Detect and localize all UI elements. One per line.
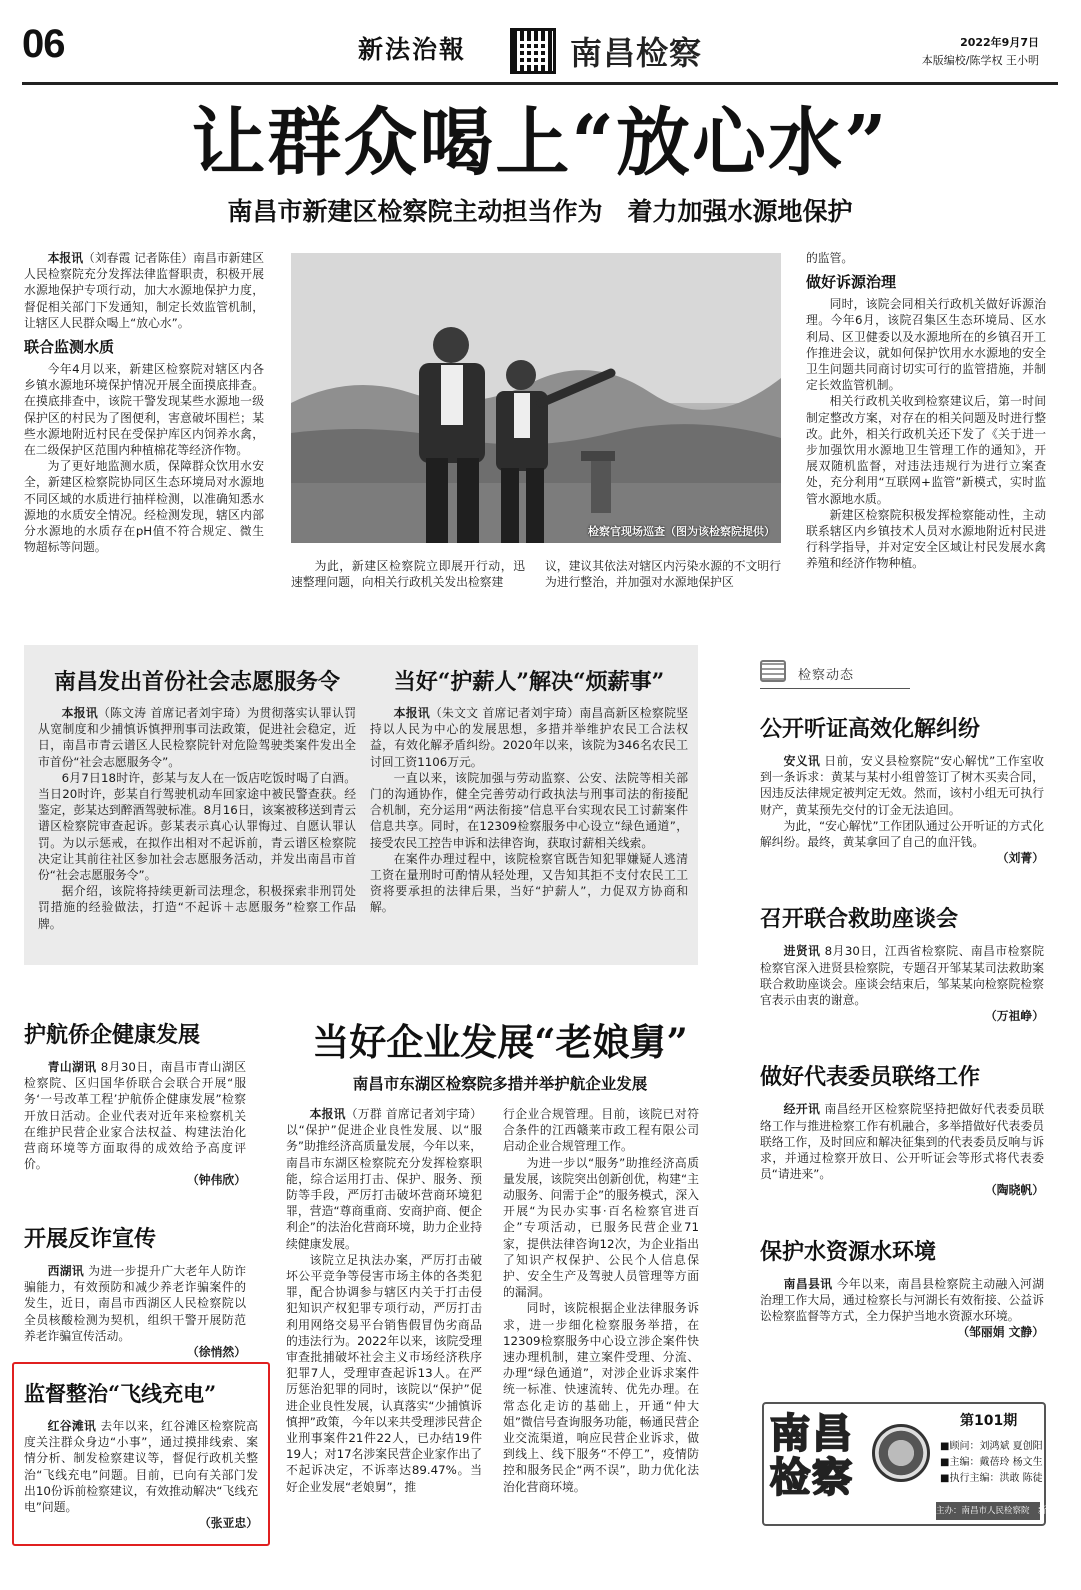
lead-story-mid-1 xyxy=(291,558,525,590)
byline: （万祖峥） xyxy=(985,1009,1044,1024)
paragraph: 同时，该院根据企业法律服务诉求，进一步细化检察服务举措，在12309检察服务中心设立涉企案件快速办理机制，建立案件受理、分流、办理“绿色通道”，对涉企业诉求案件统一标准、快速流转、优先办理。在常态化走访的基础上，开通“仲大姐”微信号查询服务功能，畅通民营企业交流渠道，响应民营企业诉求，做到线上、线下服务“不停工”，疫情防控和服务民企“两不误”，助力优化法治化营商环境。 xyxy=(503,1301,699,1494)
host-bar: 主办：南昌市人民检察院 新法制报社 xyxy=(936,1502,1040,1520)
paragraph: 本报讯（朱文文 首席记者刘宇琦）南昌高新区检察院坚持以人民为中心的发展思想，多措并举维护农民工合法权益，有效化解矛盾纠纷。2020年以来，该院为346名农民工讨回工资1106万元。 xyxy=(370,706,688,769)
main-subheadline: 南昌市新建区检察院主动担当作为 着力加强水源地保护 xyxy=(227,197,853,226)
byline: （张亚忠） xyxy=(199,1516,258,1531)
photo-caption: 检察官现场巡查（图为该检察院提供） xyxy=(588,525,775,538)
news-photo xyxy=(291,253,781,543)
paragraph: 新建区检察院积极发挥检察能动性，主动联系辖区内乡镇技术人员对水源地附近村民进行科学指导，并对定安全区域让村民发展水禽养殖和经济作物种植。 xyxy=(806,507,1046,571)
paragraph: 南昌县讯 今年以来，南昌县检察院主动融入河湖治理工作大局，通过检察长与河湖长有效衔接、公益诉讼检察监督等方式，全力保护当地水资源水环境。 xyxy=(760,1276,1044,1324)
issue-info-box xyxy=(762,1402,1081,1526)
paragraph: 在案件办理过程中，该院检察官既告知犯罪嫌疑人逃清工资在量刑时可酌情从轻处理，又告知其拒不支付农民工工资将要承担的法律后果，当好“护薪人”，力促双方协商和解。 xyxy=(370,851,688,915)
paragraph: 6月7日18时许，彭某与友人在一饭店吃饭时喝了白酒。当日20时许，彭某自行驾驶机动车回家途中被民警查获。经鉴定，彭某达到醉酒驾驶标准。8月16日，该案被移送到青云谱区检察院审查起诉。彭某表示真心认罪悔过、自愿认罪认罚。为以示惩戒，在拟作出相对不起诉前，青云谱区检察院决定让其前往社区参加社会志愿服务活动，并发出南昌市首份“社会志愿服务令”。 xyxy=(38,770,356,883)
prosecutor-emblem-icon xyxy=(872,1424,930,1482)
section-heading-governance: 做好诉源治理 xyxy=(806,273,897,292)
volunteer-body xyxy=(38,705,356,932)
paper-name: 新法治報 xyxy=(358,35,467,64)
enterprise-col-1 xyxy=(286,1106,482,1495)
paragraph: 为此，新建区检察院立即展开行动，迅速整理问题，向相关行政机关发出检察建 xyxy=(291,559,525,590)
sidebar-title-4: 保护水资源水环境 xyxy=(760,1238,937,1265)
byline: （钟伟欣） xyxy=(187,1173,246,1188)
lead-intro: 本报讯（刘春霞 记者陈佳）南昌市新建区人民检察院充分发挥法律监督职责，积极开展水源地保护专项行动，加大水源地保护力度，督促相关部门下发通知，制定长效监管机制，让辖区人民群众喝上“放心水”。 xyxy=(24,251,264,330)
sidebar-label: 检察动态 xyxy=(798,668,855,683)
brief-title-1: 护航侨企健康发展 xyxy=(24,1022,201,1048)
byline: （邹丽娟 文静） xyxy=(957,1325,1044,1340)
paragraph: 为进一步以“服务”助推经济高质量发展，该院突出创新创优，构建“主动服务、问需于企”的服务模式，深入开展“为民办实事·百名检察官进百企”专项活动，已服务民营企业71家，提供法律咨询12次，为企业指出了知识产权保护、公民个人信息保护、安全生产及驾驶人员管理等方面的漏洞。 xyxy=(503,1155,699,1300)
paragraph: 一直以来，该院加强与劳动监察、公安、法院等相关部门的沟通协作，健全完善劳动行政执法与刑事司法的衔接配合机制，充分运用“两法衔接”信息平台实现农民工讨薪案件信息共享。同时，在12309检察服务中心设立“绿色通道”，接受农民工控告申诉和法律咨询，获取讨薪相关线索。 xyxy=(370,770,688,850)
issue-date: 2022年9月7日 xyxy=(960,36,1039,49)
enterprise-title: 当好企业发展“老娘舅” xyxy=(312,1020,688,1064)
paragraph: 该院立足执法办案，严厉打击破坏公平竞争等侵害市场主体的各类犯罪，配合协调参与辖区内关于打击侵犯知识产权犯罪专项行动，严厉打击利用网络交易平台销售假冒伪劣商品的违法行为。2022年以来，该院受理审查批捕破坏社会主义市场经济秩序犯罪7人，受理审查起诉13人。在严厉惩治犯罪的同时，该院以“保护”促进企业良性发展，认真落实“少捕慎诉慎押”政策，今年以来共受理涉民营企业刑事案件21件22人，已办结19件19人；对17名涉案民营企业家作出了不起诉决定，不诉率达89.47%。当好企业发展“老娘舅”，推 xyxy=(286,1252,482,1494)
paragraph: 青山湖讯 8月30日，南昌市青山湖区检察院、区归国华侨联合会联合开展“服务‘一号改革工程’护航侨企健康发展”检察开放日活动。企业代表对近年来检察机关在维护民营企业家合法权益、构建法治化营商环境等方面取得的成效给予高度评价。 xyxy=(24,1060,246,1172)
paragraph: 本报讯（陈文涛 首席记者刘宇琦）为贯彻落实认罪认罚从宽制度和少捕慎诉慎押刑事司法政策，促进社会稳定，近日，南昌市青云谱区人民检察院针对危险驾驶类案件发出全市首份“社会志愿服务令”。 xyxy=(38,706,356,769)
footer-logo-text: 南昌检察 xyxy=(770,1410,854,1501)
highlighted-brief xyxy=(12,1362,270,1546)
paragraph: 安义讯 日前，安义县检察院“安心解忧”工作室收到一条诉求：黄某与某村小组曾签订了树木买卖合同，因违反法律规定被判定无效。然而，该村小组无可执行财产，黄某预先交付的订金无法追回。 xyxy=(760,754,1044,817)
brief-title-2: 开展反诈宣传 xyxy=(24,1226,157,1252)
credit-3: ■执行主编：洪敢 陈徒 xyxy=(940,1473,1043,1484)
credit-1: ■顾问：刘鸿斌 夏创阳 xyxy=(940,1441,1043,1452)
enterprise-subtitle: 南昌市东湖区检察院多措并举护航企业发展 xyxy=(352,1075,648,1093)
volunteer-title: 南昌发出首份社会志愿服务令 xyxy=(53,669,340,695)
qr-code-icon xyxy=(510,28,556,74)
lead-story-left xyxy=(24,250,264,555)
sidebar-title-2: 召开联合救助座谈会 xyxy=(760,906,959,933)
paragraph: 相关行政机关收到检察建议后，第一时间制定整改方案，对存在的相关问题及时进行整改。此外，相关行政机关还下发了《关于进一步加强饮用水源地卫生管理工作的通知》，开展双随机监督，对违法违规行为进行立案查处，充分利用“互联网+监管”新模式，实时监管水源地水质。 xyxy=(806,394,1046,506)
paragraph: 本报讯（万群 首席记者刘宇琦）以“保护”促进企业良性发展、以“服务”助推经济高质量发展，今年以来，南昌市东湖区检察院充分发挥检察职能，综合运用打击、保护、服务、预防等手段，严厉打击破坏营商环境犯罪，营造“尊商重商、安商护商、便企利企”的法治化营商环境，助力企业持续健康发展。 xyxy=(286,1107,482,1251)
main-headline: 让群众喝上“放心水” xyxy=(191,100,889,186)
sidebar-title-1: 公开听证高效化解纠纷 xyxy=(760,716,981,742)
wages-title: 当好“护薪人”解决“烦薪事” xyxy=(393,669,665,695)
paragraph: 为了更好地监测水质，保障群众饮用水安全，新建区检察院协同区生态环境局对水源地不同区域的水质进行抽样检测，以准确知悉水源地的水质安全情况。经检测发现，辖区内部分水源地的水质存在pH值不符合规定、微生物超标等问题。 xyxy=(24,459,264,555)
editors: 本版编校/陈学权 王小明 xyxy=(921,54,1039,67)
brief-flying-wire-charging xyxy=(24,1378,258,1531)
sidebar-title-3: 做好代表委员联络工作 xyxy=(760,1064,981,1091)
paragraph: 的监管。 xyxy=(806,251,854,265)
news-box-grey xyxy=(24,645,698,965)
paragraph: 进贤讯 8月30日，江西省检察院、南昌市检察院检察官深入进贤县检察院，专题召开邹某某司法救助案联合救助座谈会。座谈会结束后，邹某某向检察院检察官表示由衷的谢意。 xyxy=(760,944,1044,1008)
wages-body xyxy=(370,705,688,916)
sidebar-label-rule xyxy=(760,688,910,689)
paragraph: 行企业合规管理。目前，该院已对符合条件的江西赣莱市政工程有限公司启动企业合规管理工作。 xyxy=(503,1107,699,1154)
paragraph: 同时，该院会同相关行政机关做好诉源治理。今年6月，该院召集区生态环境局、区水利局、区卫健委以及水源地所在的乡镇召开工作推进会议，就如何保护饮用水水源地的安全卫生问题共同商讨切实可行的监管措施，并制定长效监管机制。 xyxy=(806,297,1046,393)
paragraph: 经开讯 南昌经开区检察院坚持把做好代表委员联络工作与推进检察工作有机融合，多举措做好代表委员联络工作，及时回应和解决征集到的代表委员反响与诉求，并通过检察开放日、公开听证会等形式将代表委员“请进来”。 xyxy=(760,1102,1044,1182)
sidebar-news xyxy=(760,712,1044,1340)
lead-story-mid-2 xyxy=(545,558,781,590)
issue-number: 第101期 xyxy=(960,1413,1018,1429)
section-title: 南昌检察 xyxy=(570,34,703,72)
brief-overseas-chinese xyxy=(24,1018,246,1189)
section-heading-monitor: 联合监测水质 xyxy=(24,338,115,357)
inspection-photo-scene xyxy=(291,253,781,543)
enterprise-col-2 xyxy=(503,1106,699,1495)
paragraph: 为此，“安心解忧”工作团队通过公开听证的方式化解纠纷。最终，黄某拿回了自己的血汗钱。 xyxy=(760,818,1044,850)
masthead-rule xyxy=(22,82,1058,85)
paragraph: 据介绍，该院将持续更新司法理念，积极探索非刑罚处罚措施的经验做法，打造“不起诉＋志愿服务”检察工作品牌。 xyxy=(38,884,356,931)
brief-anti-fraud xyxy=(24,1222,246,1360)
byline: （徐悄然） xyxy=(187,1345,246,1360)
newspaper-icon xyxy=(760,660,786,682)
byline: （陶晓帆） xyxy=(985,1183,1044,1198)
paragraph: 红谷滩讯 去年以来，红谷滩区检察院高度关注群众身边“小事”，通过摸排线索、案情分析、制发检察建议等，督促行政机关整治“飞线充电”问题。目前，已向有关部门发出10份诉前检察建议，有效推动解决“飞线充电”问题。 xyxy=(24,1419,258,1515)
paragraph: 今年4月以来，新建区检察院对辖区内各乡镇水源地环境保护情况开展全面摸底排查。在摸底排查中，该院干警发现某些水源地一级保护区的村民为了图便利，害意破坏围栏；某些水源地附近村民在受保护库区内饲养水禽，在二级保护区范围内种植棉花等经济作物。 xyxy=(24,362,264,458)
credit-2: ■主编：戴蓓玲 杨文生 xyxy=(940,1457,1043,1468)
lead-story-right xyxy=(806,250,1046,572)
paragraph: 议，建议其依法对辖区内污染水源的不文明行为进行整治，并加强对水源地保护区 xyxy=(545,559,781,590)
page-number: 06 xyxy=(22,22,65,66)
paragraph: 西湖讯 为进一步提升广大老年人防诈骗能力，有效预防和减少养老诈骗案件的发生，近日，南昌市西湖区人民检察院以全员核酸检测为契机，组织干警开展防范养老诈骗宣传活动。 xyxy=(24,1264,246,1343)
brief-title-3: 监督整治“飞线充电” xyxy=(24,1381,217,1406)
byline: （刘菁） xyxy=(996,851,1044,866)
sidebar-label-block xyxy=(760,656,910,690)
